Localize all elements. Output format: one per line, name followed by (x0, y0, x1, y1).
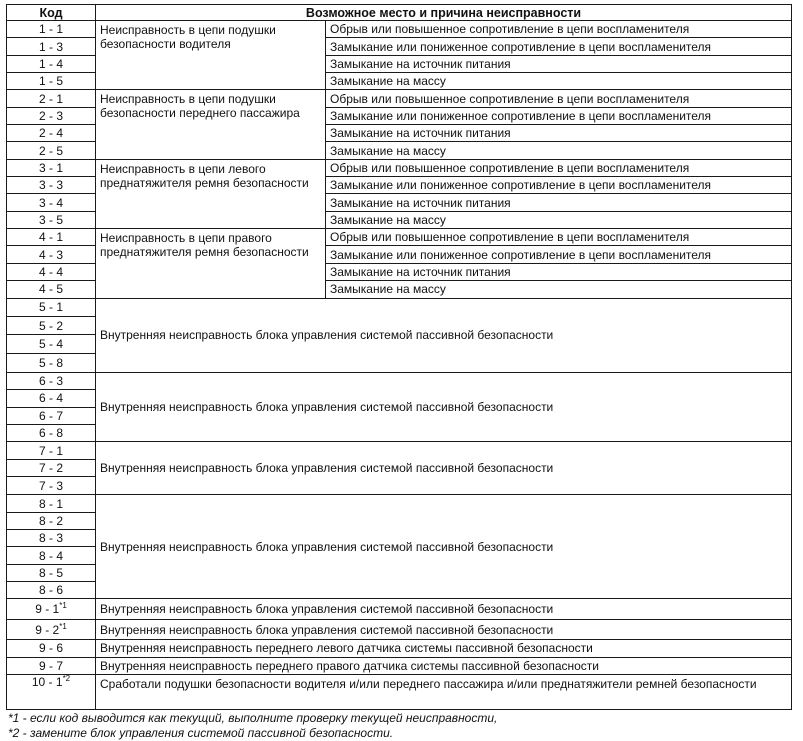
footnote-marker: *1 (59, 621, 67, 631)
table-body (7, 21, 792, 710)
dtc-code: 5 - 8 (7, 353, 96, 372)
dtc-code-text: 9 - 6 (38, 641, 63, 656)
fault-cause: Обрыв или повышенное сопротивление в цепи воспламенителя (326, 21, 792, 38)
dtc-code-text: 9 - 2 (35, 622, 60, 637)
dtc-code: 7 - 2 (7, 459, 96, 476)
fault-cause: Замыкание на источник питания (326, 194, 792, 211)
dtc-code: 8 - 5 (7, 564, 96, 581)
table-row (7, 90, 792, 107)
table-row (7, 640, 792, 657)
fault-description: Сработали подушки безопасности водителя и/или переднего пассажира и/или преднатяжители ремней безопасности (96, 674, 792, 709)
fault-description: Внутренняя неисправность блока управления системой пассивной безопасности (96, 619, 792, 639)
header-description: Возможное место и причина неисправности (96, 5, 792, 21)
fault-description: Внутренняя неисправность блока управления системой пассивной безопасности (96, 442, 792, 495)
dtc-code (7, 657, 96, 674)
dtc-code: 1 - 3 (7, 38, 96, 55)
table-row (7, 229, 792, 246)
fault-description: Внутренняя неисправность блока управления системой пассивной безопасности (96, 372, 792, 441)
dtc-code: 3 - 5 (7, 211, 96, 228)
fault-cause: Замыкание на источник питания (326, 263, 792, 280)
dtc-code: 1 - 4 (7, 55, 96, 72)
dtc-code: 8 - 4 (7, 547, 96, 564)
dtc-code: 4 - 3 (7, 246, 96, 263)
footnote-1: *1 - если код выводится как текущий, выполните проверку текущей неисправности, (8, 711, 498, 725)
dtc-code: 5 - 1 (7, 298, 96, 316)
fault-cause: Замыкание на источник питания (326, 55, 792, 72)
fault-cause: Замыкание или пониженное сопротивление в цепи воспламенителя (326, 177, 792, 194)
footnote-marker: *1 (59, 601, 67, 611)
fault-cause: Обрыв или повышенное сопротивление в цепи воспламенителя (326, 159, 792, 176)
dtc-code: 3 - 1 (7, 159, 96, 176)
fault-cause: Замыкание или пониженное сопротивление в цепи воспламенителя (326, 38, 792, 55)
fault-cause: Замыкание на массу (326, 281, 792, 298)
fault-description: Внутренняя неисправность блока управления системой пассивной безопасности (96, 298, 792, 372)
dtc-code: 6 - 4 (7, 390, 96, 407)
dtc-code (7, 619, 96, 639)
fault-location: Неисправность в цепи правого преднатяжителя ремня безопасности (96, 229, 326, 298)
table-row (7, 442, 792, 459)
fault-location: Неисправность в цепи подушки безопасности переднего пассажира (96, 90, 326, 159)
dtc-code: 1 - 5 (7, 73, 96, 90)
fault-cause: Замыкание или пониженное сопротивление в цепи воспламенителя (326, 107, 792, 124)
fault-cause: Замыкание на массу (326, 73, 792, 90)
fault-description: Внутренняя неисправность блока управления системой пассивной безопасности (96, 599, 792, 619)
dtc-code (7, 640, 96, 657)
table-row (7, 657, 792, 674)
dtc-code-text: 9 - 1 (35, 602, 60, 617)
table-row (7, 372, 792, 389)
dtc-code: 4 - 5 (7, 281, 96, 298)
dtc-code: 8 - 3 (7, 530, 96, 547)
fault-location: Неисправность в цепи подушки безопасности водителя (96, 21, 326, 90)
dtc-code: 2 - 3 (7, 107, 96, 124)
fault-cause: Замыкание на источник питания (326, 125, 792, 142)
dtc-code: 3 - 4 (7, 194, 96, 211)
footnote-marker: *2 (62, 674, 71, 683)
fault-description: Внутренняя неисправность переднего правого датчика системы пассивной безопасности (96, 657, 792, 674)
dtc-code: 7 - 1 (7, 442, 96, 459)
fault-cause: Замыкание на массу (326, 142, 792, 159)
footnote-2: *2 - замените блок управления системой пассивной безопасности. (8, 726, 394, 740)
dtc-code: 8 - 2 (7, 512, 96, 529)
dtc-code: 3 - 3 (7, 177, 96, 194)
table-row (7, 495, 792, 512)
dtc-code: 1 - 1 (7, 21, 96, 38)
fault-cause: Обрыв или повышенное сопротивление в цепи воспламенителя (326, 90, 792, 107)
dtc-code (7, 599, 96, 619)
dtc-code: 7 - 3 (7, 477, 96, 495)
dtc-code: 8 - 6 (7, 582, 96, 599)
table-row (7, 674, 792, 709)
dtc-code: 6 - 3 (7, 372, 96, 389)
fault-location: Неисправность в цепи левого преднатяжителя ремня безопасности (96, 159, 326, 228)
dtc-code: 4 - 4 (7, 263, 96, 280)
dtc-code: 5 - 4 (7, 335, 96, 353)
fault-description: Внутренняя неисправность переднего левого датчика системы пассивной безопасности (96, 640, 792, 657)
dtc-code: 4 - 1 (7, 229, 96, 246)
table-row (7, 619, 792, 639)
dtc-table (6, 4, 792, 710)
fault-cause: Замыкание на массу (326, 211, 792, 228)
fault-cause: Замыкание или пониженное сопротивление в цепи воспламенителя (326, 246, 792, 263)
dtc-code: 6 - 8 (7, 425, 96, 442)
fault-cause: Обрыв или повышенное сопротивление в цепи воспламенителя (326, 229, 792, 246)
dtc-code: 2 - 4 (7, 125, 96, 142)
dtc-code: 2 - 1 (7, 90, 96, 107)
table-row (7, 21, 792, 38)
dtc-code: 8 - 1 (7, 495, 96, 512)
table-row (7, 298, 792, 316)
dtc-code: 2 - 5 (7, 142, 96, 159)
table-row (7, 599, 792, 619)
dtc-code (7, 674, 96, 709)
fault-description: Внутренняя неисправность блока управления системой пассивной безопасности (96, 495, 792, 599)
header-code: Код (7, 5, 96, 21)
dtc-code: 6 - 7 (7, 407, 96, 424)
dtc-code: 5 - 2 (7, 316, 96, 334)
table-row (7, 159, 792, 176)
table-header-row (7, 5, 792, 21)
dtc-code-text: 9 - 7 (38, 658, 63, 673)
dtc-code-text: 10 - 1 (31, 674, 63, 689)
